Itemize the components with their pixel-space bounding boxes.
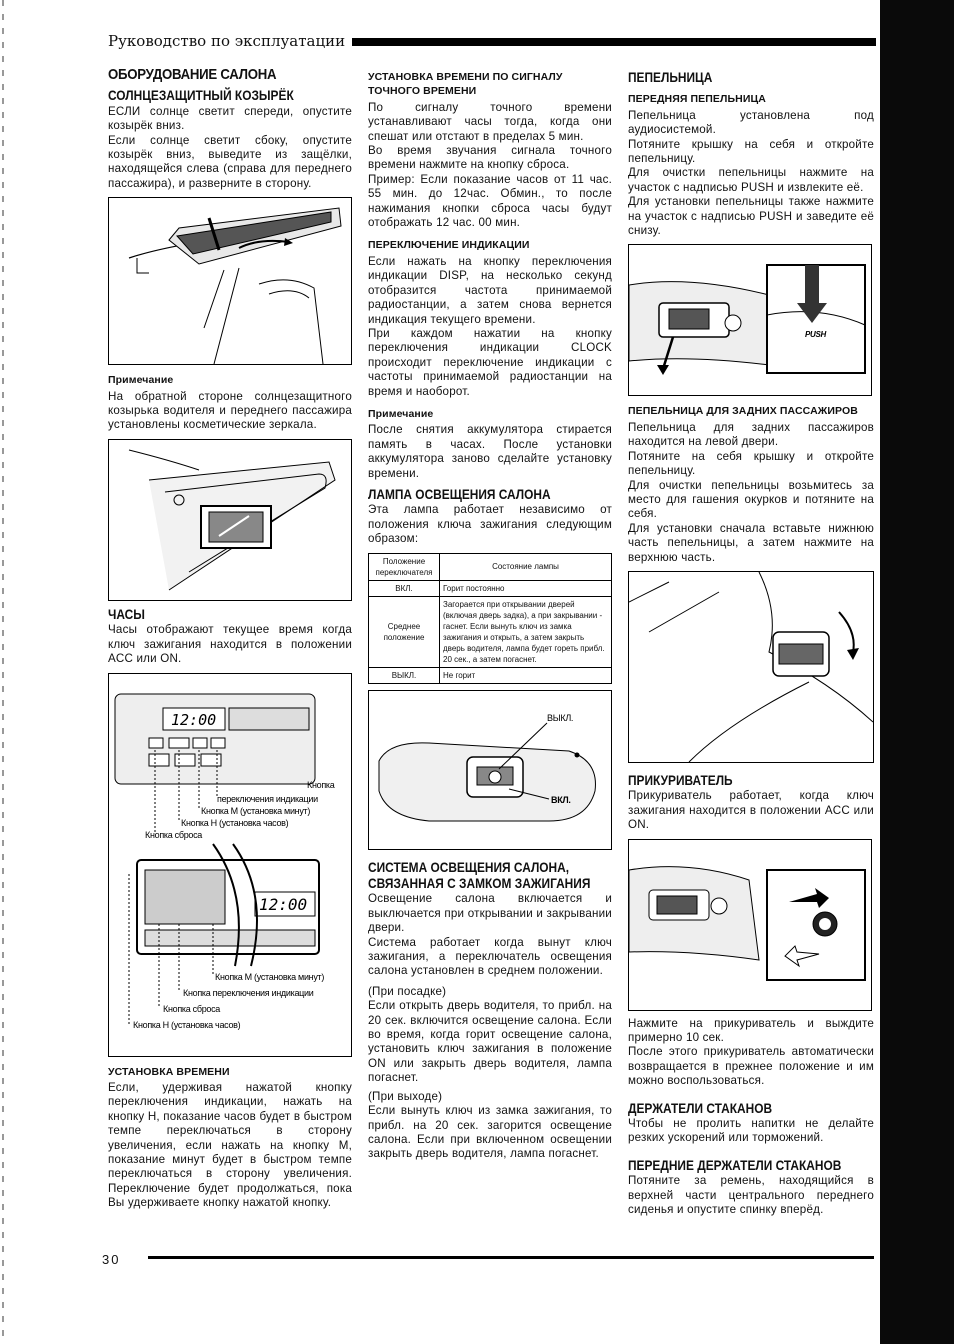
system-p1: Освещение салона включается и выключается при открывании и закрывании двери. bbox=[368, 892, 612, 935]
lamp-p1: Эта лампа работает независимо от положения ключа зажигания следующим образом: bbox=[368, 503, 612, 546]
lamp-figure bbox=[368, 690, 612, 850]
push-label: PUSH bbox=[805, 330, 827, 340]
lamp-heading: ЛАМПА ОСВЕЩЕНИЯ САЛОНА bbox=[368, 485, 551, 502]
rear-ashtray-p2: Потяните на себя крышку и откройте пепельницу. bbox=[628, 449, 874, 478]
table-row bbox=[369, 667, 612, 683]
lighter-p3: После этого прикуриватель автоматически возвращается в прежнее положение и им можно воспользоваться. bbox=[628, 1045, 874, 1088]
fig1-label-2: Кнопка М (установка минут) bbox=[201, 805, 311, 816]
front-cups-heading: ПЕРЕДНИЕ ДЕРЖАТЕЛИ СТАКАНОВ bbox=[628, 1156, 842, 1173]
header-rule bbox=[352, 38, 876, 46]
display-p2: При каждом нажатии на кнопку переключения индикации CLOCK происходит переключение индикации с частоты принимаемой радиостанции на время и наоборот. bbox=[368, 326, 612, 398]
section-title: ОБОРУДОВАНИЕ САЛОНА bbox=[108, 66, 277, 83]
rear-ashtray-heading: ПЕПЕЛЬНИЦА ДЛЯ ЗАДНИХ ПАССАЖИРОВ bbox=[628, 405, 858, 418]
signal-p1: По сигналу точного времени устанавливают часы тогда, когда они спешат или отстают в пределах 5 мин. bbox=[368, 100, 612, 143]
enter-label: (При посадке) bbox=[368, 984, 447, 998]
column-2 bbox=[368, 68, 612, 1162]
lighter-p2: Нажмите на прикуриватель и выждите примерно 10 сек. bbox=[628, 1016, 874, 1044]
h-button-1 bbox=[193, 738, 207, 748]
set-time-text: Если, удерживая нажатой кнопку переключения индикации, нажать на кнопку Н, показание часов будет в быстром темпе переключаться в сторону увеличения, если нажать на кнопку М, показание минут будет в быстром темпе переключаться в сторону увеличения. Переключение будет продолжаться, пока Вы удерживаете кнопку нажатой кнопку. bbox=[108, 1080, 352, 1210]
scan-right-edge bbox=[880, 0, 954, 1344]
fig1-label-4: Кнопка сброса bbox=[145, 829, 203, 840]
front-cups-p1: Потяните за ремень, находящийся в верхней части центрального переднего сиденья и опустите спинку вперёд. bbox=[628, 1174, 874, 1217]
lamp-pos-1: Среднее положение bbox=[369, 596, 440, 667]
display-p1: Если нажать на кнопку переключения индикации DISP, на несколько секунд отобразится частота принимаемой радиостанции, а затем снова вернется индикация текущего времени. bbox=[368, 254, 612, 326]
column-1 bbox=[108, 68, 352, 1211]
signal-heading: УСТАНОВКА ВРЕМЕНИ ПО СИГНАЛУ ТОЧНОГО ВРЕМЕНИ bbox=[368, 71, 563, 98]
cups-p1: Чтобы не пролить напитки не делайте резких ускорений или торможений. bbox=[628, 1117, 874, 1145]
visor-p2: Если солнце светит сбоку, опустите козырёк вниз, выведите из защёлки, находящейся слева (справа для переднего пассажира), и разверните в сторону. bbox=[108, 133, 352, 190]
display-note: После снятия аккумулятора стирается память в часах. После установки аккумулятора заново сделайте установку времени. bbox=[368, 423, 612, 480]
lamp-pos-2: ВЫКЛ. bbox=[369, 667, 440, 683]
cups-heading: ДЕРЖАТЕЛИ СТАКАНОВ bbox=[628, 1099, 773, 1116]
lamp-state-0: Горит постоянно bbox=[440, 580, 612, 596]
display-heading: ПЕРЕКЛЮЧЕНИЕ ИНДИКАЦИИ bbox=[368, 239, 530, 252]
front-ashtray-p1: Пепельница установлена под аудиосистемой. bbox=[628, 108, 874, 137]
lamp-off-label: ВЫКЛ. bbox=[547, 712, 574, 723]
reset-button-1 bbox=[149, 738, 163, 748]
fig1-label-0: Кнопка bbox=[307, 779, 335, 790]
set-time-heading: УСТАНОВКА ВРЕМЕНИ bbox=[108, 1065, 230, 1078]
table-row bbox=[369, 553, 612, 580]
signal-p3: Пример: Если показание часов от 11 час. 55 мин. до 12час. Обмин., то после нажимания кнопки сброса часы будут отображать 12 час. 00 мин. bbox=[368, 172, 612, 230]
lamp-on-label: ВКЛ. bbox=[551, 794, 571, 805]
visor-note: На обратной стороне солнцезащитного козырька водителя и переднего пассажира установлены косметические зеркала. bbox=[108, 389, 352, 432]
front-ashtray-p2: Потяните крышку на себя и откройте пепельницу. bbox=[628, 137, 874, 166]
column-3 bbox=[628, 68, 874, 1217]
lighter-heading: ПРИКУРИВАТЕЛЬ bbox=[628, 771, 733, 788]
running-title: Руководство по эксплуатации bbox=[108, 32, 346, 50]
clock-heading: ЧАСЫ bbox=[108, 605, 145, 622]
lamp-head-pos: Положение переключателя bbox=[369, 553, 440, 580]
front-ashtray-p3: Для очистки пепельницы нажмите на участок с надписью PUSH и извлеките её. bbox=[628, 166, 874, 194]
rear-ashtray-p4: Для установки сначала вставьте нижнюю часть пепельницы, а затем нажмите на верхнюю часть. bbox=[628, 521, 874, 564]
visor-figure bbox=[108, 197, 352, 365]
fig1-label-1: переключения индикации bbox=[217, 793, 318, 804]
system-p2: Система работает когда вынут ключ зажигания, а переключатель освещения салона установлен в среднем положении. bbox=[368, 935, 612, 978]
fig2-label-1: Кнопка переключения индикации bbox=[183, 987, 314, 998]
system-heading-2: СВЯЗАННАЯ С ЗАМКОМ ЗАЖИГАНИЯ bbox=[368, 875, 591, 891]
lighter-p1: Прикуриватель работает, когда ключ зажигания находится в положении ACC или ON. bbox=[628, 789, 874, 832]
disp-button-1 bbox=[169, 738, 189, 748]
enter-text: Если открыть дверь водителя, то прибл. на 20 сек. включится освещение салона. Если во время, когда горит освещение салона, установить ключ зажигания в положение ON или закрыть дверь водителя, лампа погаснет. bbox=[368, 999, 612, 1085]
visor-note-heading: Примечание bbox=[108, 374, 174, 387]
lamp-pos-0: ВКЛ. bbox=[369, 580, 440, 596]
clock-display-1: 12:00 bbox=[171, 710, 217, 729]
page-number: 30 bbox=[102, 1252, 121, 1267]
fig2-label-2: Кнопка сброса bbox=[163, 1003, 221, 1014]
lamp-state-1: Загорается при открывании дверей (включая дверь задка), а при закрывании - гаснет. Если вынуть ключ из замка зажигания и открыть, а затем закрыть дверь водителя, лампа будет гореть прибл. 20 сек., а затем погаснет. bbox=[440, 596, 612, 667]
signal-p2: Во время звучания сигнала точного времени нажмите на кнопку сброса. bbox=[368, 144, 612, 172]
front-ashtray-figure bbox=[628, 244, 872, 396]
lamp-head-state: Состояние лампы bbox=[440, 553, 612, 580]
table-row bbox=[369, 580, 612, 596]
system-heading-1: СИСТЕМА ОСВЕЩЕНИЯ САЛОНА, bbox=[368, 858, 570, 875]
m-button-1 bbox=[211, 738, 225, 748]
rear-ashtray-figure bbox=[628, 571, 874, 763]
clock-p1: Часы отображают текущее время когда ключ зажигания находится в положении ACC или ON. bbox=[108, 623, 352, 666]
clock-display-2: 12:00 bbox=[259, 894, 308, 914]
fig2-label-0: Кнопка М (установка минут) bbox=[215, 971, 325, 982]
clock-figure bbox=[108, 673, 352, 1057]
rear-ashtray-p3: Для очистки пепельницы возьмитесь за место для гашения окурков и потяните на себя. bbox=[628, 478, 874, 521]
exit-label: (При выходе) bbox=[368, 1089, 443, 1103]
lamp-state-2: Не горит bbox=[440, 667, 612, 683]
front-ashtray-heading: ПЕРЕДНЯЯ ПЕПЕЛЬНИЦА bbox=[628, 93, 766, 106]
fig2-label-3: Кнопка Н (установка часов) bbox=[133, 1019, 241, 1030]
table-row bbox=[369, 596, 612, 667]
display-note-heading: Примечание bbox=[368, 407, 434, 420]
mirror-figure bbox=[108, 439, 352, 601]
footer-rule bbox=[148, 1256, 874, 1259]
fig1-label-3: Кнопка Н (установка часов) bbox=[181, 817, 289, 828]
scan-left-edge bbox=[0, 0, 14, 1344]
exit-text: Если вынуть ключ из замка зажигания, то прибл. на 20 сек. загорится освещение салона. Если при включенном освещении закрыть дверь водителя, лампа погаснет. bbox=[368, 1104, 612, 1161]
lamp-table bbox=[368, 553, 612, 684]
lighter-figure bbox=[628, 839, 872, 1011]
front-ashtray-p4: Для установки пепельницы также нажмите на участок с надписью PUSH и заведите её снизу. bbox=[628, 195, 874, 238]
visor-heading: СОЛНЦЕЗАЩИТНЫЙ КОЗЫРЁК bbox=[108, 87, 294, 104]
visor-p1: ЕСЛИ солнце светит спереди, опустите козырёк вниз. bbox=[108, 104, 352, 133]
rear-ashtray-p1: Пепельница для задних пассажиров находится на левой двери. bbox=[628, 420, 874, 449]
ashtray-heading: ПЕПЕЛЬНИЦА bbox=[628, 69, 713, 85]
